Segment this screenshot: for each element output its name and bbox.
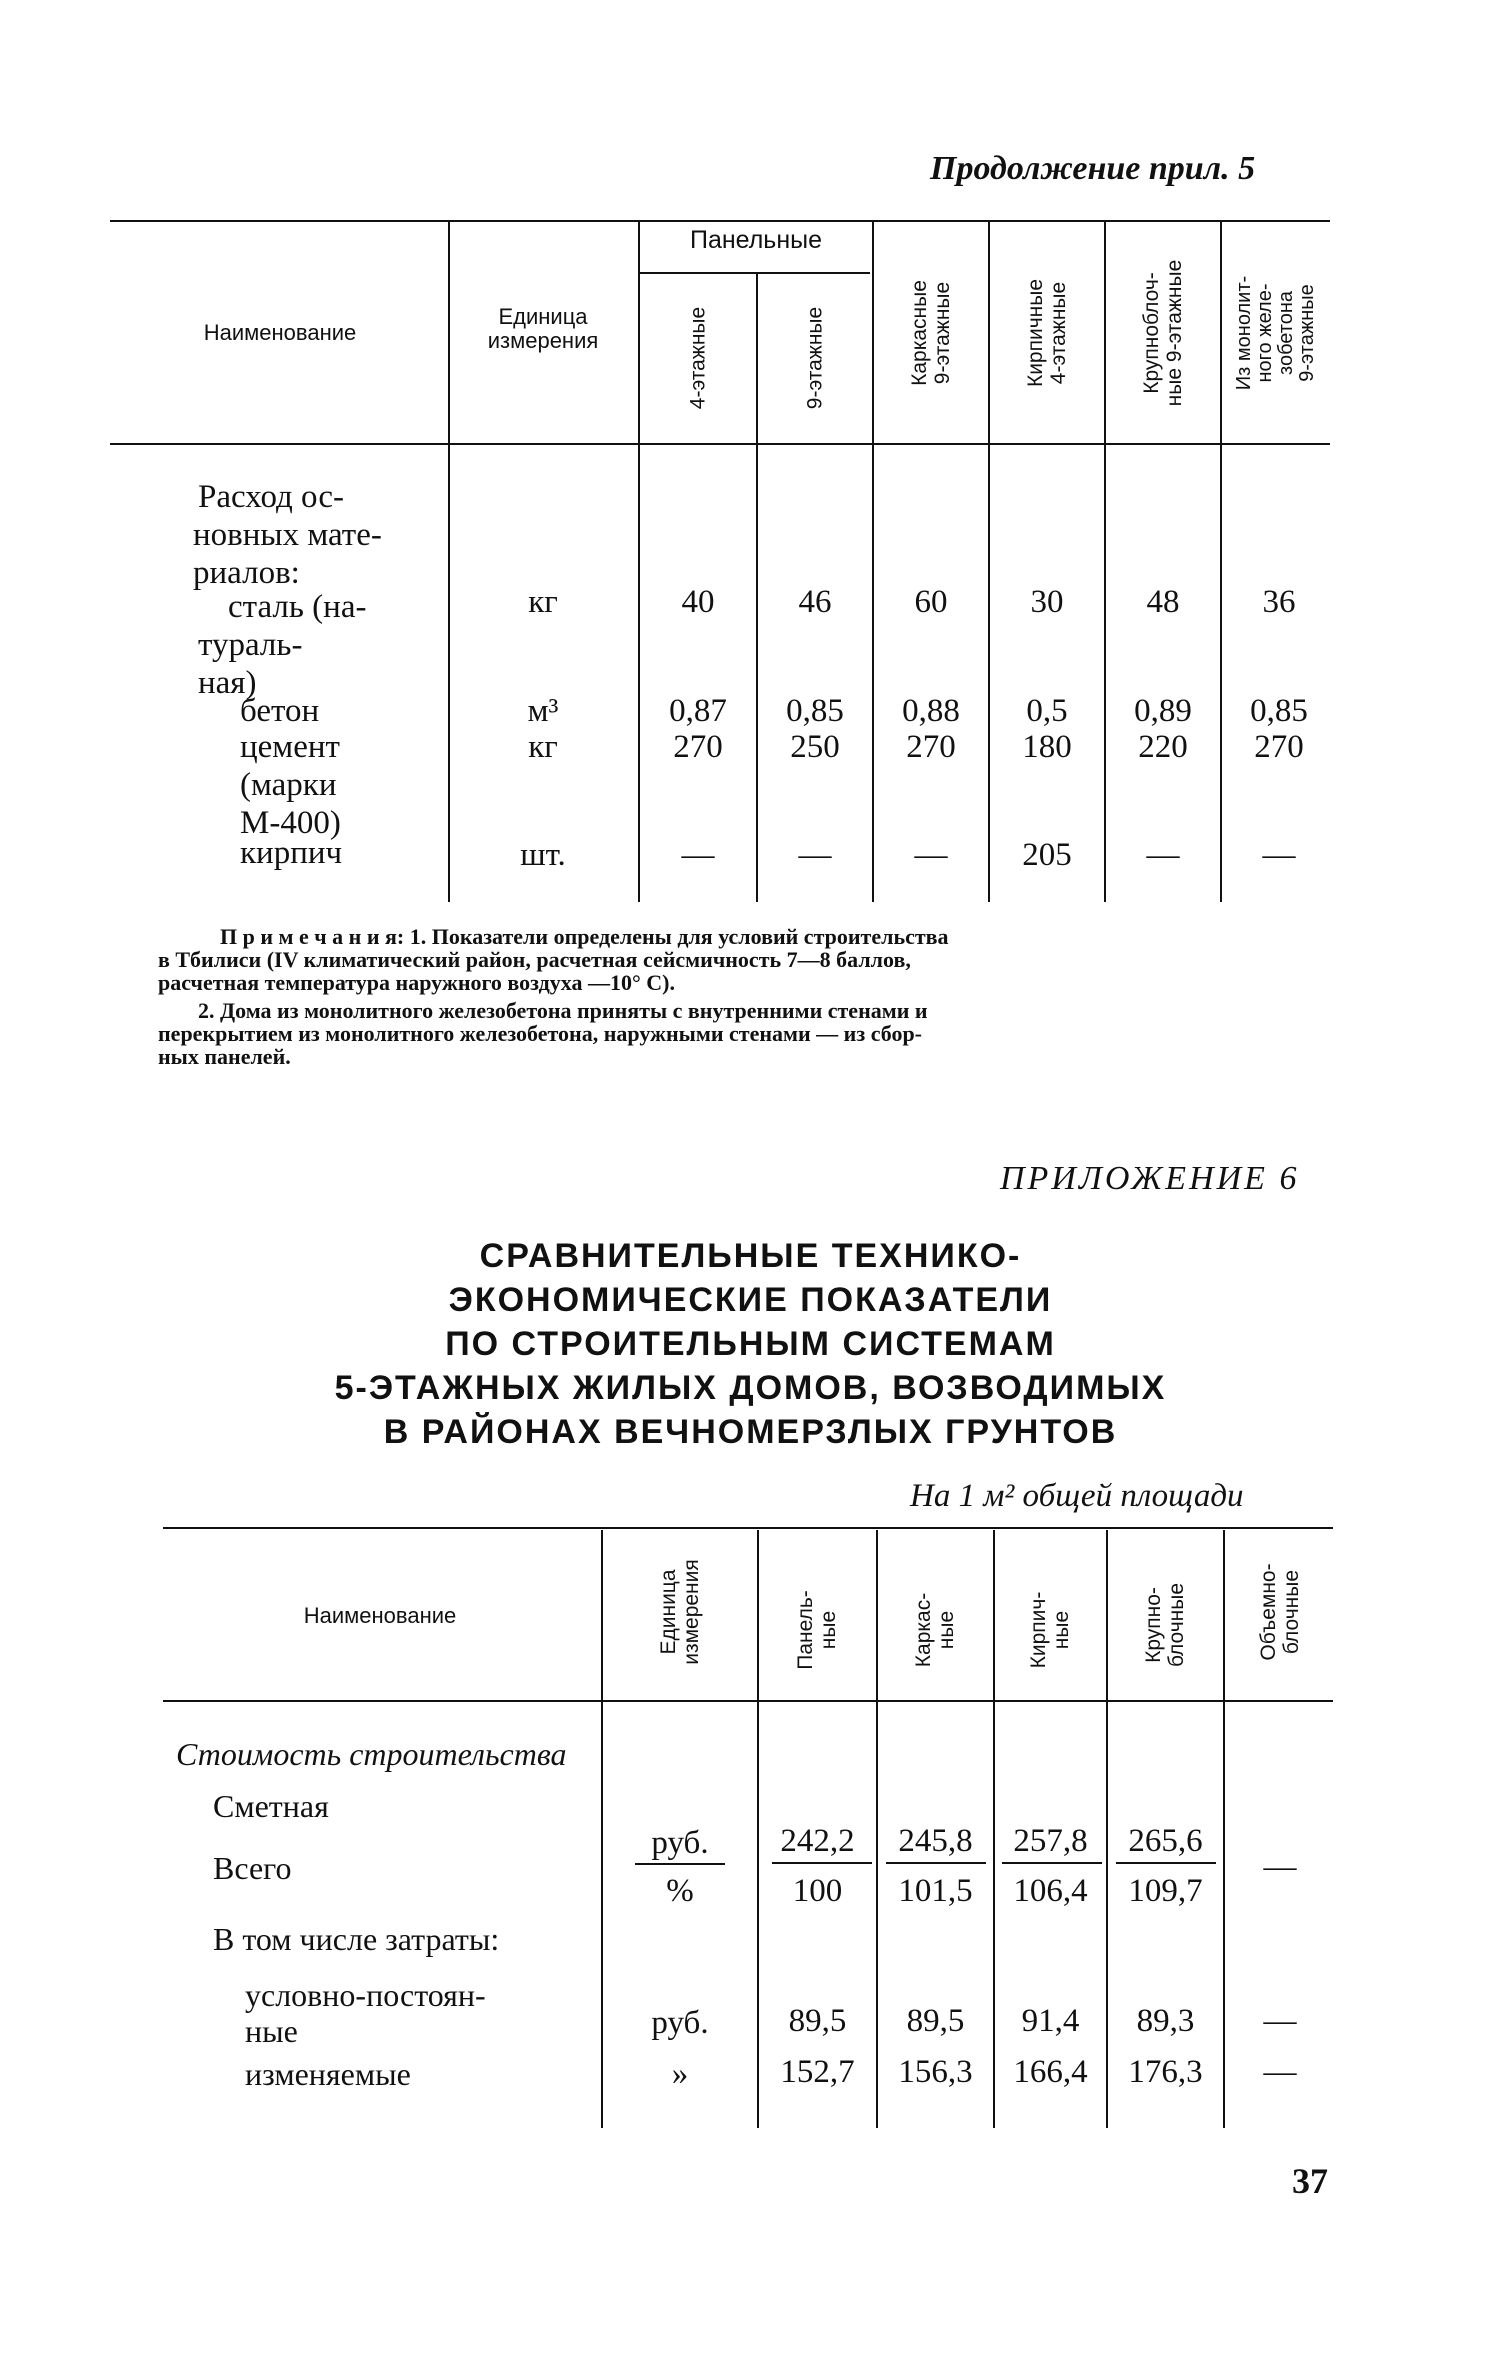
table-cell: 109,7 xyxy=(1128,1873,1203,1909)
col-label: Крупно- xyxy=(1142,1587,1165,1663)
table1-header-unit-line2: измерения xyxy=(487,328,599,353)
title-line: СРАВНИТЕЛЬНЫЕ ТЕХНИКО- xyxy=(479,1237,1022,1275)
table-cell: — xyxy=(1263,2003,1297,2039)
table-cell: 91,4 xyxy=(1021,2003,1080,2039)
table-cell: 176,3 xyxy=(1128,2054,1203,2090)
row-label-line: бетон xyxy=(240,693,320,729)
table-cell: — xyxy=(914,837,948,873)
table2-col-brick xyxy=(1027,1592,1073,1669)
note-line: П р и м е ч а н и я: 1. Показатели определены для условий строительства xyxy=(220,924,949,949)
section-line: новных мате- xyxy=(193,517,382,553)
table-cell: 156,3 xyxy=(898,2054,973,2090)
table-cell: 0,85 xyxy=(1250,693,1308,729)
table2-smetnaya: Сметная xyxy=(213,1788,329,1824)
table1-row-concrete-label xyxy=(240,692,319,730)
row-label-line: сталь (на- xyxy=(228,589,367,625)
table2-cond-label xyxy=(245,1977,486,2049)
appendix-heading: ПРИЛОЖЕНИЕ 6 xyxy=(1000,1160,1300,1197)
col-label: Каркасные xyxy=(908,280,931,386)
table-cell: 220 xyxy=(1138,729,1188,765)
note-line: ных панелей. xyxy=(158,1044,291,1069)
table-cell: 265,6 xyxy=(1128,1823,1203,1859)
row-label-line: М-400) xyxy=(240,805,341,841)
table2-cond-unit: руб. xyxy=(651,2005,709,2041)
section-line: риалов: xyxy=(193,555,300,591)
table-cell: 30 xyxy=(1030,584,1064,620)
col-label: 9-этажные xyxy=(803,306,827,410)
continuation-label: Продолжение прил. 5 xyxy=(930,150,1256,187)
table-cell: 257,8 xyxy=(1013,1823,1088,1859)
col-label: ные xyxy=(1050,1610,1073,1650)
table1-row-brick-label xyxy=(240,834,342,872)
col-label: блочные xyxy=(1280,1569,1303,1655)
col-label: Крупноблоч- xyxy=(1140,272,1163,394)
table2-var-label: изменяемые xyxy=(245,2056,411,2092)
table1-header-name: Наименование xyxy=(203,320,357,345)
table-cell: 242,2 xyxy=(780,1823,855,1859)
col-label: ные xyxy=(817,1610,840,1650)
table2-header-name: Наименование xyxy=(303,1603,457,1628)
table-cell: 270 xyxy=(906,729,956,765)
table-cell: — xyxy=(1146,837,1180,873)
table1-section xyxy=(193,478,382,592)
title-line: ПО СТРОИТЕЛЬНЫМ СИСТЕМАМ xyxy=(445,1325,1056,1363)
table-cell: 40 xyxy=(681,584,715,620)
table-cell: 0,89 xyxy=(1134,693,1192,729)
col-label: Объемно- xyxy=(1257,1563,1280,1661)
table-cell: — xyxy=(1262,837,1296,873)
table-cell: 89,3 xyxy=(1136,2003,1195,2039)
table1-header-unit xyxy=(448,305,638,353)
table1-row-cement-label xyxy=(240,728,341,842)
table2-col-panel xyxy=(794,1590,840,1670)
table1-col-9floor xyxy=(804,307,827,409)
col-label: измерения xyxy=(680,1559,703,1665)
note-line: 2. Дома из монолитного железобетона приняты с внутренними стенами и xyxy=(198,998,928,1023)
row-label-line: ные xyxy=(245,2013,298,2049)
note-line: расчетная температура наружного воздуха —10° С). xyxy=(158,970,675,995)
col-label: ного желе- xyxy=(1254,283,1276,383)
col-label: Кирпич- xyxy=(1027,1591,1050,1669)
col-label: Единица xyxy=(657,1569,680,1655)
table2-col-volume xyxy=(1257,1563,1303,1660)
table-cell: 0,87 xyxy=(669,693,727,729)
table1-col-4floor xyxy=(687,307,710,409)
table-cell: — xyxy=(1263,2054,1297,2090)
col-label: Панель- xyxy=(794,1590,817,1670)
section-line: Расход ос- xyxy=(198,479,345,515)
table2-vsego-unit2: % xyxy=(666,1873,694,1909)
table-cell: 152,7 xyxy=(780,2054,855,2090)
col-label: 4-этажные xyxy=(1047,281,1070,385)
title-line: В РАЙОНАХ ВЕЧНОМЕРЗЛЫХ ГРУНТОВ xyxy=(383,1413,1118,1451)
table-cell: 180 xyxy=(1022,729,1072,765)
row-label-line: ная) xyxy=(198,665,257,701)
table1-col-frame xyxy=(908,280,954,386)
col-label: ные 9-этажные xyxy=(1163,259,1186,407)
table1-row-steel-label xyxy=(198,588,367,702)
table1-col-monolith xyxy=(1234,276,1318,390)
table1-col-brick xyxy=(1024,279,1070,387)
title-line: 5-ЭТАЖНЫХ ЖИЛЫХ ДОМОВ, ВОЗВОДИМЫХ xyxy=(334,1369,1167,1407)
table1-header-unit-line1: Единица xyxy=(498,304,588,329)
col-label: зобетона xyxy=(1275,291,1297,375)
title-line: ЭКОНОМИЧЕСКИЕ ПОКАЗАТЕЛИ xyxy=(448,1281,1053,1319)
table-cell: 101,5 xyxy=(898,1873,973,1909)
table-cell: 166,4 xyxy=(1013,2054,1088,2090)
row-label-line: (марки xyxy=(240,767,337,803)
table2-section: Стоимость строительства xyxy=(176,1736,567,1772)
table2-vsego-unit1: руб. xyxy=(651,1825,709,1861)
table2-col-unit xyxy=(657,1559,703,1665)
table1-cement-unit: кг xyxy=(528,729,558,765)
table-cell: — xyxy=(681,837,715,873)
col-label: Кирпичные xyxy=(1024,278,1047,388)
table2-col-frame xyxy=(912,1593,958,1667)
col-label: 9-этажные xyxy=(1296,284,1318,382)
table-cell: 205 xyxy=(1022,837,1072,873)
table1-steel-unit: кг xyxy=(528,584,558,620)
table-cell: 106,4 xyxy=(1013,1873,1088,1909)
table-cell: 250 xyxy=(790,729,840,765)
row-label-line: условно-постоян- xyxy=(245,1977,486,2013)
table-cell: 89,5 xyxy=(906,2003,965,2039)
per-area-label: На 1 м² общей площади xyxy=(910,1478,1244,1514)
table-cell: 0,88 xyxy=(902,693,960,729)
table-cell: 270 xyxy=(1254,729,1304,765)
col-label: 4-этажные xyxy=(686,306,710,410)
table-cell: 60 xyxy=(914,584,948,620)
col-label: Каркас- xyxy=(912,1592,935,1668)
table-cell: 48 xyxy=(1146,584,1180,620)
table-cell: 46 xyxy=(798,584,832,620)
table2-var-unit: » xyxy=(671,2056,689,2092)
table-cell: 89,5 xyxy=(788,2003,847,2039)
table1-brick-unit: шт. xyxy=(520,837,566,873)
note-line: перекрытием из монолитного железобетона, наружными стенами — из сбор- xyxy=(158,1021,923,1046)
table-cell: — xyxy=(798,837,832,873)
col-label: Из монолит- xyxy=(1233,275,1255,391)
table2-incl: В том числе затраты: xyxy=(213,1921,500,1957)
table1-col-block xyxy=(1140,260,1186,407)
table2-vsego: Всего xyxy=(213,1850,292,1886)
table-cell: 245,8 xyxy=(898,1823,973,1859)
table-cell: 0,85 xyxy=(786,693,844,729)
table-cell: 270 xyxy=(673,729,723,765)
col-label: 9-этажные xyxy=(931,281,954,385)
table1-group-panel: Панельные xyxy=(689,226,823,254)
row-label-line: цемент xyxy=(240,729,340,765)
col-label: блочные xyxy=(1165,1582,1188,1668)
table-cell: — xyxy=(1263,1849,1297,1885)
table-cell: 0,5 xyxy=(1026,693,1068,729)
col-label: ные xyxy=(935,1610,958,1650)
table-cell: 36 xyxy=(1262,584,1296,620)
row-label-line: тураль- xyxy=(198,627,303,663)
table-cell: 100 xyxy=(792,1873,843,1909)
page-number: 37 xyxy=(1292,2161,1328,2201)
row-label-line: кирпич xyxy=(240,835,343,871)
table1-concrete-unit: м³ xyxy=(527,693,559,729)
note-line: в Тбилиси (IV климатический район, расчетная сейсмичность 7—8 баллов, xyxy=(158,947,911,972)
table2-col-block xyxy=(1142,1583,1188,1667)
